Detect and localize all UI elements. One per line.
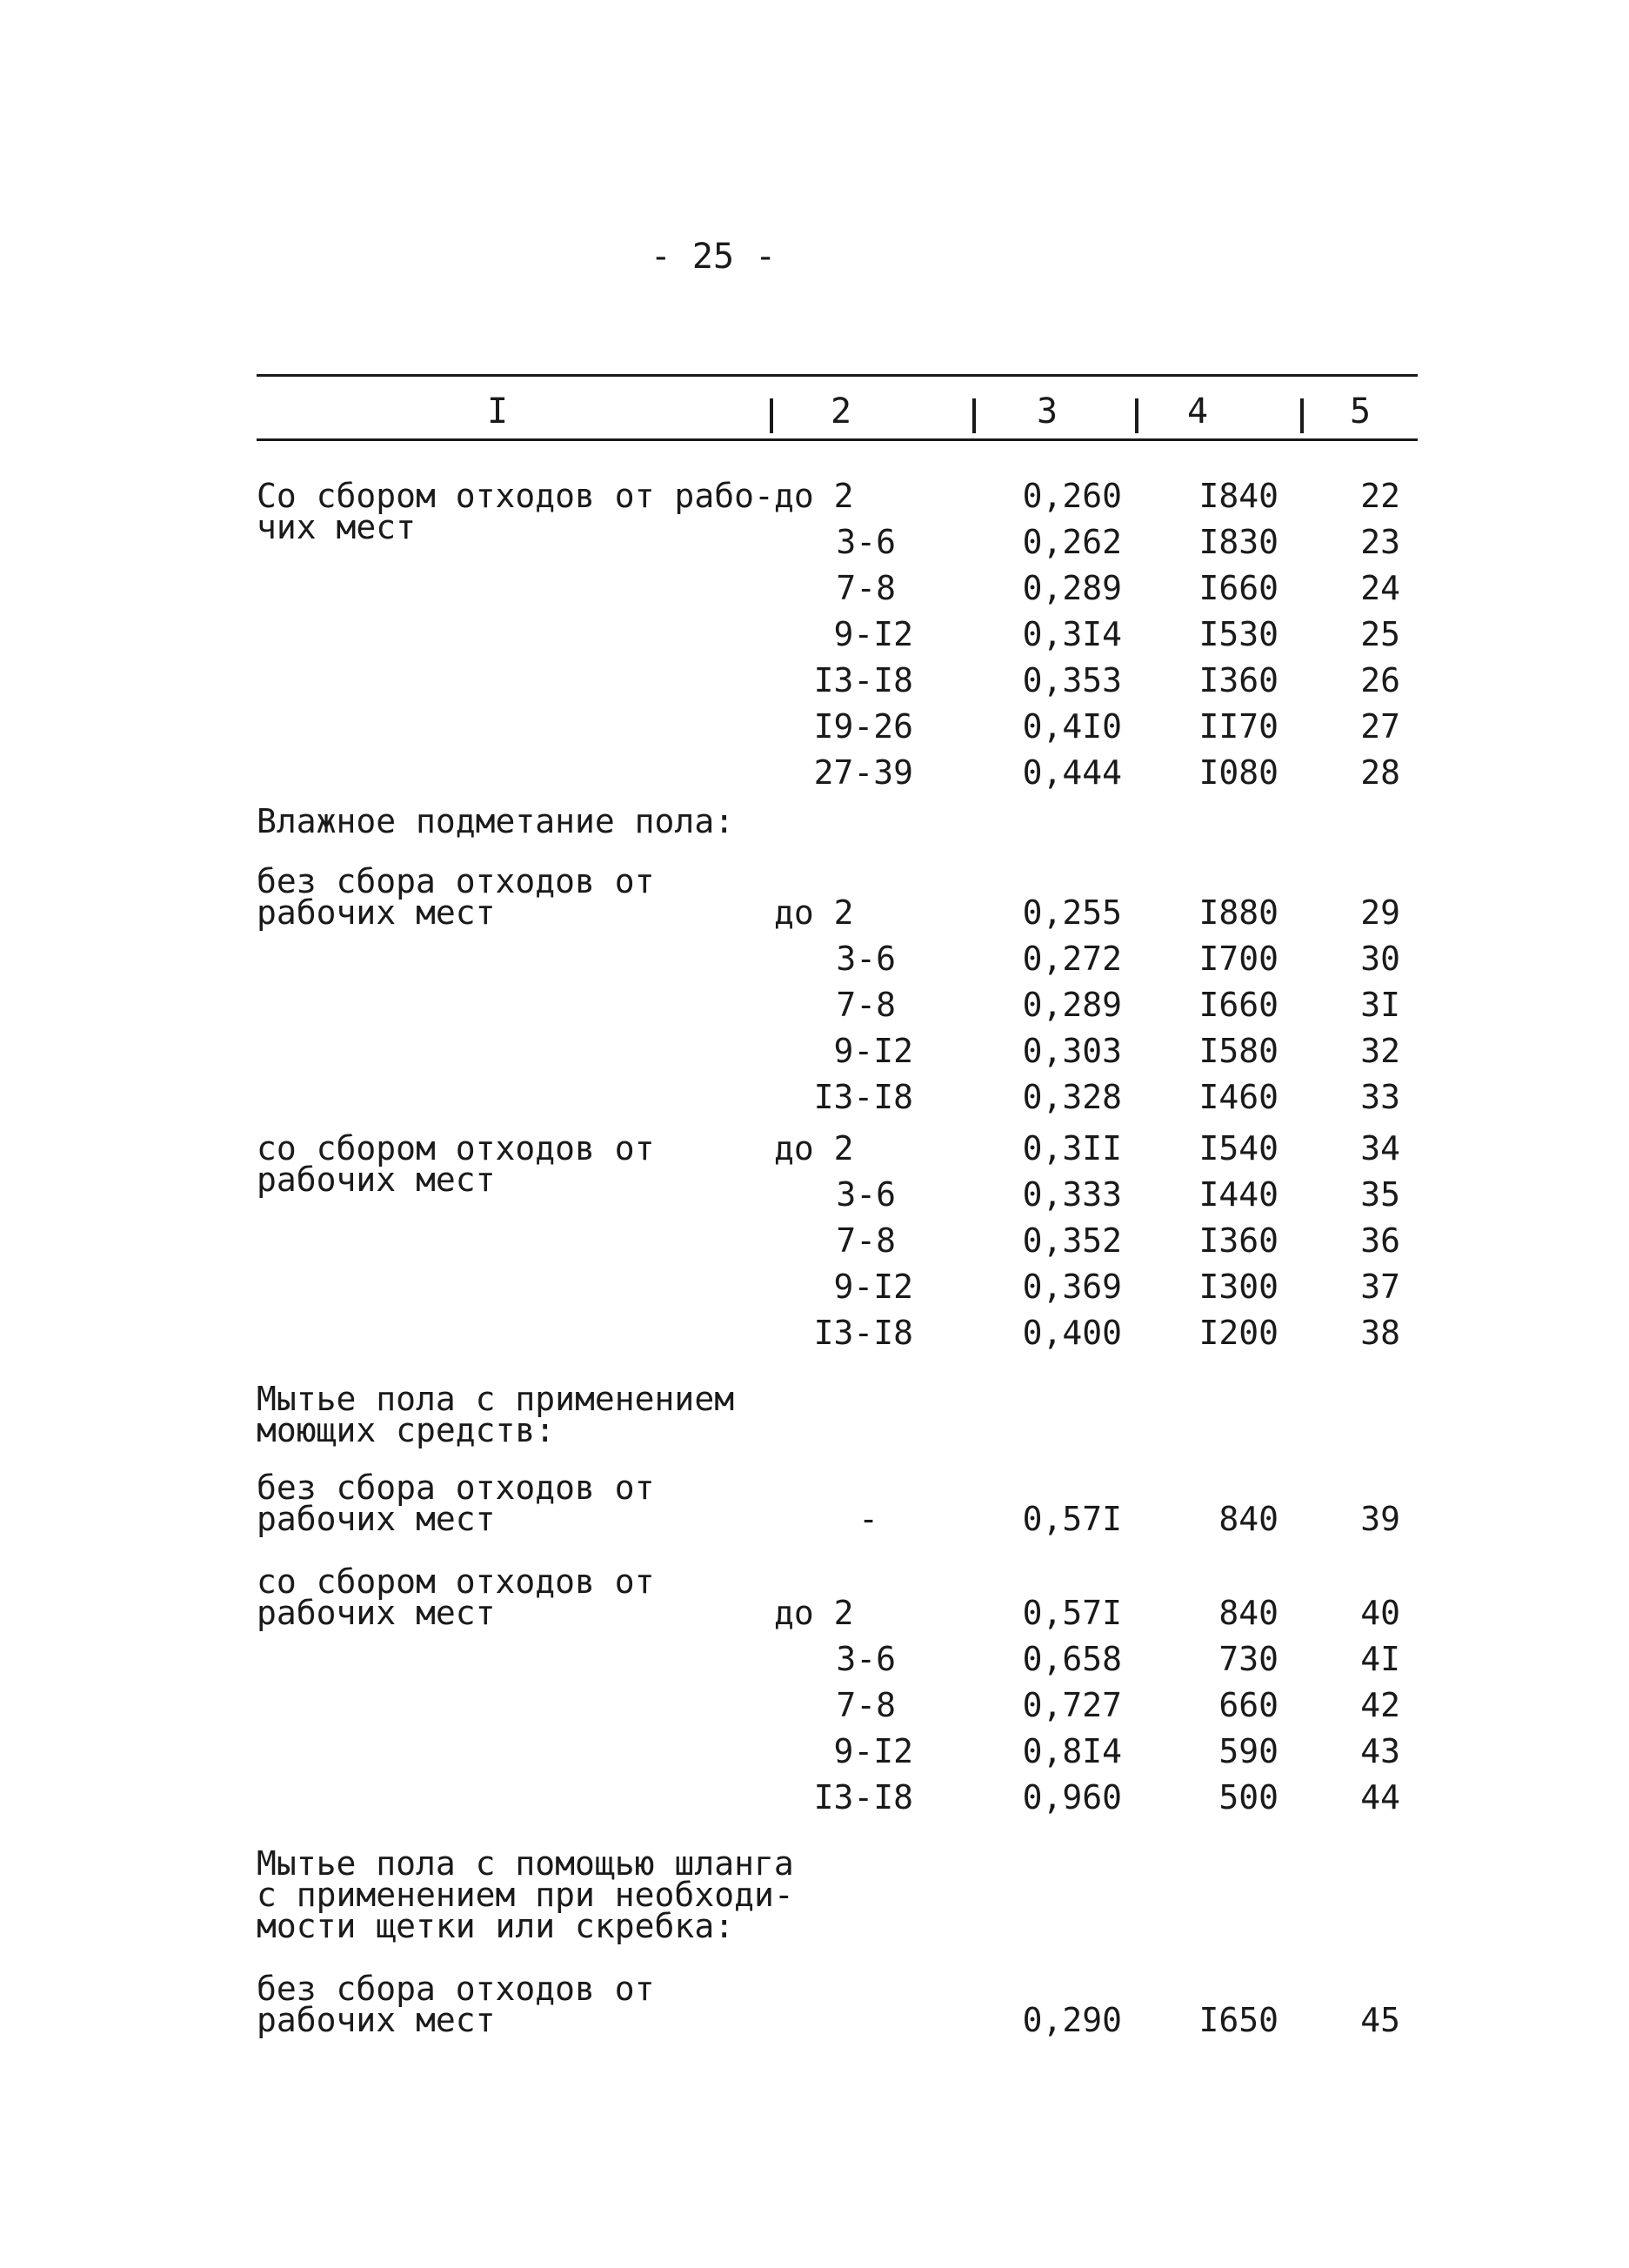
cell-col-2: 7-8 [836, 1686, 896, 1724]
cell-col-3: 0,290 [1022, 2001, 1122, 2039]
cell-col-4: I650 [1198, 2001, 1278, 2039]
cell-col-2: I3-I8 [813, 1778, 913, 1816]
cell-col-3: 0,260 [1022, 477, 1122, 515]
cell-col-4: I700 [1198, 940, 1278, 978]
cell-col-4: I660 [1198, 986, 1278, 1024]
cell-col-5: 45 [1360, 2001, 1400, 2039]
header-col-3: 3 [1037, 391, 1058, 432]
cell-col-2: до 2 [774, 477, 854, 515]
cell-col-5: 34 [1360, 1129, 1400, 1167]
section-label: без сбора отходов от рабочих мест [257, 1970, 655, 2039]
header-separator [1135, 398, 1138, 433]
section-label: Влажное подметание пола: [257, 802, 735, 840]
table-row [0, 1640, 1629, 1678]
cell-col-4: I660 [1198, 569, 1278, 607]
section-label: со сбором отходов от рабочих мест [257, 1562, 655, 1632]
section-label: Мытье пола с применением моющих средств: [257, 1380, 735, 1449]
section-label: Мытье пола с помощью шланга с применением при необходи- мости щетки или скребка: [257, 1844, 794, 1945]
cell-col-5: 33 [1360, 1078, 1400, 1116]
header-separator [770, 398, 773, 433]
cell-col-3: 0,4I0 [1022, 707, 1122, 746]
cell-col-3: 0,333 [1022, 1175, 1122, 1214]
cell-col-5: 25 [1360, 615, 1400, 653]
table-row [0, 753, 1629, 792]
cell-col-4: I460 [1198, 1078, 1278, 1116]
cell-col-5: 32 [1360, 1032, 1400, 1070]
cell-col-5: 24 [1360, 569, 1400, 607]
cell-col-4: 590 [1218, 1732, 1278, 1770]
cell-col-5: 43 [1360, 1732, 1400, 1770]
table-row [0, 1032, 1629, 1070]
cell-col-5: 3I [1360, 986, 1400, 1024]
cell-col-3: 0,8I4 [1022, 1732, 1122, 1770]
cell-col-2: до 2 [774, 1594, 854, 1632]
cell-col-2: I3-I8 [813, 1314, 913, 1352]
table-row [0, 569, 1629, 607]
cell-col-2: до 2 [774, 1129, 854, 1167]
cell-col-2: I9-26 [813, 707, 913, 746]
cell-col-4: 730 [1218, 1640, 1278, 1678]
cell-col-3: 0,303 [1022, 1032, 1122, 1070]
table-row [0, 1221, 1629, 1260]
cell-col-2: 9-I2 [833, 1732, 913, 1770]
cell-col-2: до 2 [774, 893, 854, 932]
cell-col-2: 27-39 [813, 753, 913, 792]
cell-col-4: I830 [1198, 523, 1278, 561]
cell-col-3: 0,960 [1022, 1778, 1122, 1816]
header-col-4: 4 [1187, 391, 1209, 432]
cell-col-5: 40 [1360, 1594, 1400, 1632]
cell-col-3: 0,255 [1022, 893, 1122, 932]
cell-col-3: 0,3I4 [1022, 615, 1122, 653]
cell-col-5: 42 [1360, 1686, 1400, 1724]
cell-col-3: 0,289 [1022, 569, 1122, 607]
cell-col-2: 9-I2 [833, 1268, 913, 1306]
cell-col-5: 26 [1360, 661, 1400, 699]
cell-col-3: 0,727 [1022, 1686, 1122, 1724]
table-row [0, 523, 1629, 561]
cell-col-5: 35 [1360, 1175, 1400, 1214]
cell-col-4: I360 [1198, 1221, 1278, 1260]
table-row [0, 1778, 1629, 1816]
cell-col-2: 7-8 [836, 986, 896, 1024]
table-row [0, 1314, 1629, 1352]
cell-col-3: 0,272 [1022, 940, 1122, 978]
cell-col-4: II70 [1198, 707, 1278, 746]
cell-col-4: I580 [1198, 1032, 1278, 1070]
cell-col-2: 3-6 [836, 523, 896, 561]
cell-col-5: 37 [1360, 1268, 1400, 1306]
cell-col-5: 39 [1360, 1500, 1400, 1538]
cell-col-2: 7-8 [836, 1221, 896, 1260]
cell-col-5: 22 [1360, 477, 1400, 515]
cell-col-2: I3-I8 [813, 661, 913, 699]
cell-col-4: I360 [1198, 661, 1278, 699]
table-row [0, 615, 1629, 653]
page-number: - 25 - [650, 237, 777, 277]
cell-col-2: 3-6 [836, 1175, 896, 1214]
cell-col-3: 0,57I [1022, 1500, 1122, 1538]
section-label: со сбором отходов от рабочих мест [257, 1129, 655, 1199]
header-separator [1300, 398, 1304, 433]
section-label: без сбора отходов от рабочих мест [257, 862, 655, 932]
cell-col-3: 0,444 [1022, 753, 1122, 792]
cell-col-3: 0,3II [1022, 1129, 1122, 1167]
cell-col-4: I880 [1198, 893, 1278, 932]
header-separator [972, 398, 976, 433]
cell-col-3: 0,658 [1022, 1640, 1122, 1678]
cell-col-3: 0,328 [1022, 1078, 1122, 1116]
cell-col-5: 27 [1360, 707, 1400, 746]
table-row [0, 1732, 1629, 1770]
cell-col-3: 0,369 [1022, 1268, 1122, 1306]
cell-col-2: 9-I2 [833, 615, 913, 653]
cell-col-3: 0,262 [1022, 523, 1122, 561]
cell-col-4: I530 [1198, 615, 1278, 653]
table-row [0, 661, 1629, 699]
cell-col-5: 29 [1360, 893, 1400, 932]
cell-col-4: I840 [1198, 477, 1278, 515]
cell-col-4: I300 [1198, 1268, 1278, 1306]
cell-col-5: 30 [1360, 940, 1400, 978]
cell-col-2: - [858, 1500, 878, 1538]
cell-col-3: 0,289 [1022, 986, 1122, 1024]
cell-col-3: 0,400 [1022, 1314, 1122, 1352]
cell-col-4: I540 [1198, 1129, 1278, 1167]
cell-col-2: 3-6 [836, 940, 896, 978]
cell-col-3: 0,352 [1022, 1221, 1122, 1260]
cell-col-2: 9-I2 [833, 1032, 913, 1070]
table-row [0, 1268, 1629, 1306]
table-row [0, 1686, 1629, 1724]
cell-col-4: 840 [1218, 1594, 1278, 1632]
cell-col-4: 840 [1218, 1500, 1278, 1538]
table-row [0, 707, 1629, 746]
table-row [0, 986, 1629, 1024]
cell-col-5: 23 [1360, 523, 1400, 561]
cell-col-4: I200 [1198, 1314, 1278, 1352]
cell-col-2: 7-8 [836, 569, 896, 607]
cell-col-5: 38 [1360, 1314, 1400, 1352]
cell-col-4: 660 [1218, 1686, 1278, 1724]
cell-col-2: I3-I8 [813, 1078, 913, 1116]
cell-col-2: 3-6 [836, 1640, 896, 1678]
cell-col-3: 0,57I [1022, 1594, 1122, 1632]
cell-col-4: I080 [1198, 753, 1278, 792]
cell-col-4: I440 [1198, 1175, 1278, 1214]
cell-col-3: 0,353 [1022, 661, 1122, 699]
table-row [0, 1175, 1629, 1214]
table-row [0, 1078, 1629, 1116]
header-col-1: I [487, 391, 509, 432]
cell-col-5: 36 [1360, 1221, 1400, 1260]
cell-col-4: 500 [1218, 1778, 1278, 1816]
section-label: Со сбором отходов от рабо- чих мест [257, 477, 774, 546]
cell-col-5: 28 [1360, 753, 1400, 792]
section-label: без сбора отходов от рабочих мест [257, 1469, 655, 1538]
header-col-2: 2 [831, 391, 852, 432]
table-top-rule [257, 374, 1418, 377]
table-row [0, 940, 1629, 978]
table-header-rule [257, 438, 1418, 441]
cell-col-5: 4I [1360, 1640, 1400, 1678]
cell-col-5: 44 [1360, 1778, 1400, 1816]
header-col-5: 5 [1350, 391, 1372, 432]
